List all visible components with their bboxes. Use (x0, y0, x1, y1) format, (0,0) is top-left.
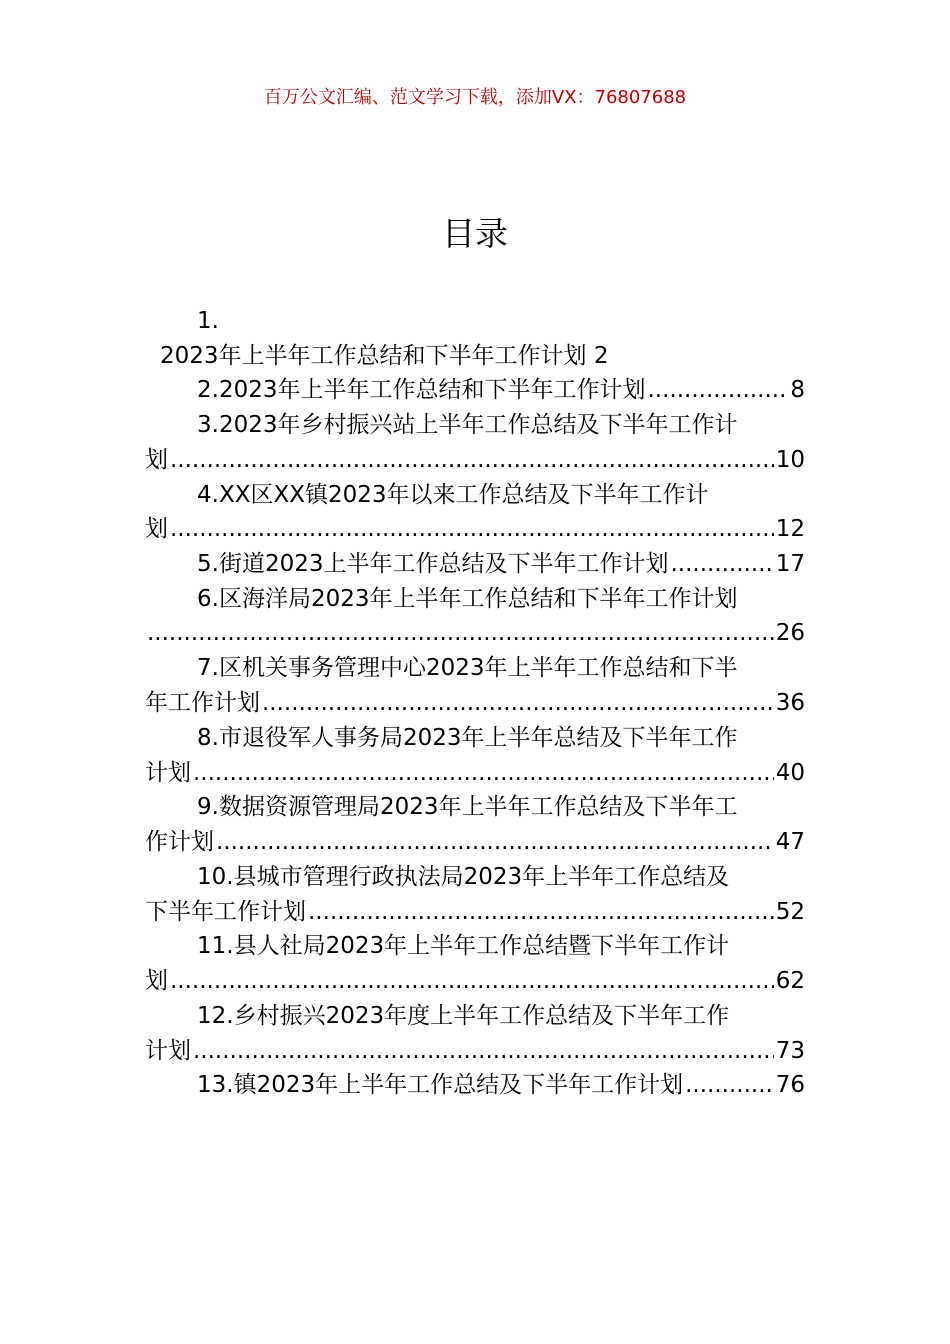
toc-entry-4-line2[interactable] (145, 512, 805, 546)
toc-entry-10-line1[interactable] (145, 860, 805, 894)
toc-entry-3-line1[interactable] (145, 408, 805, 442)
toc-entry-6-line1[interactable] (145, 582, 805, 616)
toc-entry-8-line2[interactable] (145, 756, 805, 790)
toc-page-number: 52 (775, 899, 805, 925)
toc-entry-text-cont: 年工作计划 (145, 690, 260, 716)
toc-entry-11-line1[interactable] (145, 929, 805, 963)
toc-entry-text: 10.县城市管理行政执法局2023年上半年工作总结及 (197, 864, 730, 890)
toc-entry-text: 5.街道2023上半年工作总结及下半年工作计划 (197, 551, 669, 577)
toc-page-number: 40 (775, 760, 805, 786)
toc-entry-text: 6.区海洋局2023年上半年工作总结和下半年工作计划 (197, 586, 738, 612)
toc-entry-text: 11.县人社局2023年上半年工作总结暨下半年工作计 (197, 933, 730, 959)
toc-entry-6-line2[interactable] (145, 616, 805, 650)
toc-entry-text: 3.2023年乡村振兴站上半年工作总结及下半年工作计 (197, 412, 738, 438)
toc-entry-text: 4.XX区XX镇2023年以来工作总结及下半年工作计 (197, 482, 709, 508)
dot-leader (193, 756, 774, 790)
dot-leader (193, 1034, 774, 1068)
dot-leader (308, 895, 774, 929)
toc-entry-12-line2[interactable] (145, 1034, 805, 1068)
toc-entry-text: 9.数据资源管理局2023年上半年工作总结及下半年工 (197, 794, 738, 820)
toc-entry-2[interactable] (145, 373, 805, 407)
toc-entry-7-line2[interactable] (145, 686, 805, 720)
toc-entry-text-cont: 计划 (145, 1038, 191, 1064)
dot-leader (670, 547, 773, 581)
toc-entry-12-line1[interactable] (145, 999, 805, 1033)
toc-page-number: 36 (775, 690, 805, 716)
toc-page-number: 47 (775, 829, 805, 855)
dot-leader (685, 1068, 774, 1102)
toc-page-number: 8 (790, 377, 805, 403)
toc-page-number: 17 (775, 551, 805, 577)
dot-leader (647, 373, 788, 407)
toc-entry-text-cont: 下半年工作计划 (145, 899, 306, 925)
toc-page-number: 76 (775, 1072, 805, 1098)
toc-entry-11-line2[interactable] (145, 964, 805, 998)
toc-entry-text-cont: 计划 (145, 760, 191, 786)
dot-leader (147, 616, 774, 650)
toc-entry-text: 13.镇2023年上半年工作总结及下半年工作计划 (197, 1072, 684, 1098)
toc-page-number: 10 (775, 447, 805, 473)
toc-entry-8-line1[interactable] (145, 721, 805, 755)
toc-entry-text-cont: 划 (145, 516, 168, 542)
toc-entry-text: 8.市退役军人事务局2023年上半年总结及下半年工作 (197, 725, 738, 751)
toc-entry-text: 2.2023年上半年工作总结和下半年工作计划 (197, 377, 646, 403)
toc-entry-4-line1[interactable] (145, 478, 805, 512)
toc-page-number: 26 (775, 620, 805, 646)
toc-entry-1-text: 2023年上半年工作总结和下半年工作计划 2 (160, 343, 609, 369)
header-note: 百万公文汇编、范文学习下载，添加VX：76807688 (263, 87, 687, 108)
dot-leader (170, 512, 774, 546)
toc-entry-9-line2[interactable] (145, 825, 805, 859)
dot-leader (262, 686, 774, 720)
toc-entry-text: 7.区机关事务管理中心2023年上半年工作总结和下半 (197, 655, 738, 681)
toc-entry-text-cont: 作计划 (145, 829, 214, 855)
toc-entry-5[interactable] (145, 547, 805, 581)
toc-entry-1-line1[interactable] (145, 304, 805, 338)
toc-page-number: 12 (775, 516, 805, 542)
dot-leader (170, 443, 774, 477)
dot-leader (170, 964, 774, 998)
toc-entry-1-number: 1. (197, 308, 219, 334)
toc-entry-10-line2[interactable] (145, 895, 805, 929)
dot-leader (216, 825, 774, 859)
toc-entry-text: 12.乡村振兴2023年度上半年工作总结及下半年工作 (197, 1003, 730, 1029)
toc-page-number: 62 (775, 968, 805, 994)
toc-page-number: 73 (775, 1038, 805, 1064)
toc-entry-7-line1[interactable] (145, 651, 805, 685)
toc-entry-text-cont: 划 (145, 968, 168, 994)
toc-entry-text-cont: 划 (145, 447, 168, 473)
toc-entry-1-line2[interactable] (160, 339, 805, 373)
toc-entry-9-line1[interactable] (145, 790, 805, 824)
toc-entry-3-line2[interactable] (145, 443, 805, 477)
toc-entry-13[interactable] (145, 1068, 805, 1102)
page-title: 目录 (442, 214, 508, 253)
